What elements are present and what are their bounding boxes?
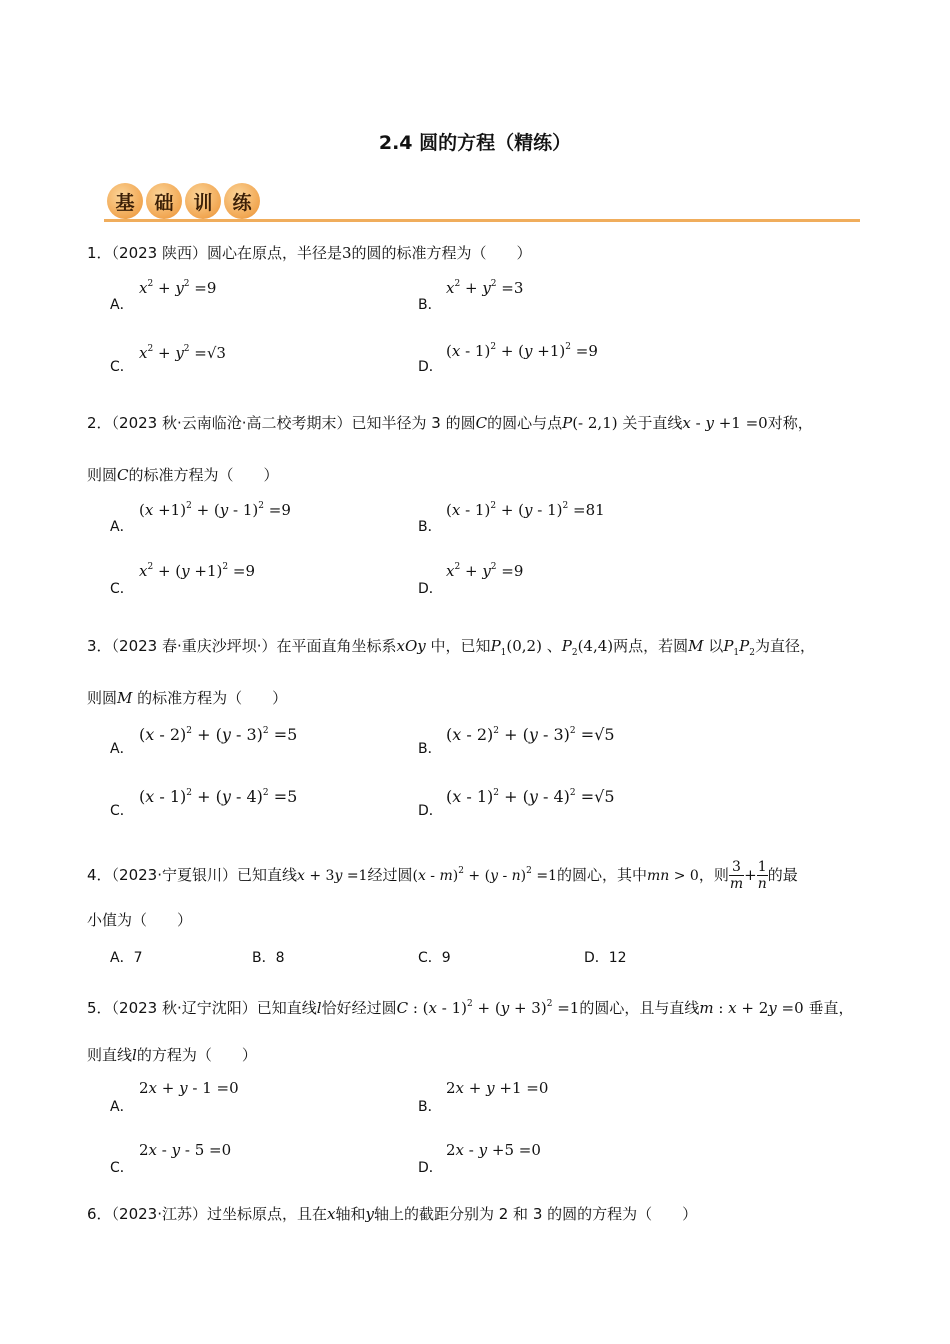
math-inline: C [117, 466, 129, 484]
option-d-label[interactable]: D． [418, 803, 443, 819]
question-text: 的圆的标准方程为（ ） [351, 244, 532, 262]
question-text: 垂直， [808, 999, 854, 1017]
question-text: 的标准方程为（ ） [128, 466, 279, 484]
math-inline: x [327, 1205, 336, 1223]
option-a-label[interactable]: A． [110, 519, 134, 535]
option-b-label[interactable]: B． [418, 519, 442, 535]
option-c[interactable]: C．9 [418, 950, 451, 966]
option-c-math: (x - 1)$^2$ + (y - 4)$^2$ =5 [139, 787, 298, 806]
question-2-stem: 2．（2023 秋·云南临沧·高二校考期末）已知半径为 3 的圆C的圆心与点P(- 2,1) 关于直线x - y +1 =0对称， [87, 414, 813, 432]
option-d-label[interactable]: D． [418, 1160, 443, 1176]
question-number: 4． [87, 866, 112, 884]
option-a-label[interactable]: A． [110, 741, 134, 757]
option-a-label[interactable]: A． [110, 297, 134, 313]
option-b-math: (x - 2)$^2$ + (y - 3)$^2$ =√5 [446, 725, 615, 744]
question-6-stem [87, 1204, 697, 1224]
option-a-math: $(x +1)^2 + (y - 1)^2 =9$ [139, 501, 291, 519]
question-number: 6． [87, 1205, 112, 1223]
question-4-stem-line2: 小值为（ ） [87, 911, 193, 929]
section-badge: 基 [107, 183, 143, 219]
option-b-math: 2x + y +1 =0 [446, 1079, 549, 1097]
option-d-label[interactable]: D． [418, 581, 443, 597]
question-text: 关于直线 [622, 414, 683, 432]
question-text: 的圆心与点 [487, 414, 563, 432]
option-c-label[interactable]: C． [110, 359, 134, 375]
page-title: 2.4 圆的方程（精练） [378, 132, 572, 154]
question-number: 2． [87, 414, 112, 432]
fraction-1-over-n: $\frac{1}{n}$ [757, 859, 767, 892]
option-b-math: $x^2 + y^2 =3$ [446, 279, 524, 297]
question-text: 则圆 [87, 466, 118, 484]
option-d-math: $x^2 + y^2 =9$ [446, 562, 524, 580]
question-4-stem: 4．（2023·宁夏银川）已知直线x + 3y =1经过圆(x - m)$^2$ + (y - n)$^2$ =1的圆心，其中mn > 0，则 $\frac{3}{m}$ + $\frac{1}{n}$ 的最 [87, 859, 798, 892]
question-text: （2023 陕西）圆心在原点，半径是 [111, 244, 342, 262]
option-c-label[interactable]: C． [110, 581, 134, 597]
math-inline: l [316, 999, 322, 1017]
question-text: （2023 春·重庆沙坪坝·）在平面直角坐标系 [111, 637, 397, 655]
section-badge: 础 [146, 183, 182, 219]
question-text: 两点，若圆 [613, 637, 689, 655]
option-a-label[interactable]: A． [110, 1099, 134, 1115]
section-divider [104, 219, 860, 222]
question-3-stem: 3．（2023 春·重庆沙坪坝·）在平面直角坐标系xOy 中，已知$P_1(0,2)$ 、$P_2(4,4)$两点，若圆M 以$P_1P_2$为直径， [87, 637, 815, 658]
question-text: 经过圆 [367, 866, 413, 884]
math-inline: l [132, 1046, 137, 1064]
option-b-label[interactable]: B． [418, 1099, 442, 1115]
option-a[interactable]: A．7 [110, 950, 143, 966]
question-text: 对称， [767, 414, 813, 432]
question-number: 3． [87, 637, 112, 655]
question-text: 轴上的截距分别为 2 和 3 的圆的方程为（ ） [373, 1205, 698, 1223]
option-b[interactable]: B．8 [252, 950, 285, 966]
question-text: 的标准方程为（ ） [137, 689, 288, 707]
section-badge: 训 [185, 183, 221, 219]
question-text: 则直线 [87, 1046, 133, 1064]
question-text: 恰好经过圆 [321, 999, 397, 1017]
option-d[interactable]: D．12 [584, 950, 627, 966]
option-d-math: 2x - y +5 =0 [446, 1141, 541, 1159]
question-5-stem-line2 [87, 1045, 257, 1065]
fraction-3-over-m: $\frac{3}{m}$ [729, 859, 744, 892]
option-a-math: 2x + y - 1 =0 [139, 1079, 239, 1097]
option-b-label[interactable]: B． [418, 741, 442, 757]
question-text: 则圆 [87, 689, 118, 707]
question-text: 的圆心，且与直线 [579, 999, 700, 1017]
question-text: 、 [546, 637, 562, 655]
question-text: 的方程为（ ） [136, 1046, 257, 1064]
question-text: （2023·江苏）过坐标原点，且在 [111, 1205, 327, 1223]
math-inline: y [365, 1205, 374, 1223]
option-d-math: $(x - 1)^2 + (y +1)^2 =9$ [446, 342, 598, 360]
option-b-label[interactable]: B． [418, 297, 442, 313]
math-inline: C [475, 414, 488, 432]
question-text: 的圆心，其中 [556, 866, 647, 884]
option-d-math: (x - 1)$^2$ + (y - 4)$^2$ =√5 [446, 787, 615, 806]
question-text: 的最 [767, 866, 798, 884]
option-a-math: (x - 2)$^2$ + (y - 3)$^2$ =5 [139, 725, 298, 744]
question-1-stem [87, 243, 532, 263]
math-inline: 3 [342, 244, 352, 262]
question-text: （2023·宁夏银川）已知直线 [111, 866, 297, 884]
question-5-stem: 5．（2023 秋·辽宁沈阳）已知直线l恰好经过圆C : $(x - 1)^2 + (y + 3)^2 =1$的圆心，且与直线m : x + 2y =0 垂直， [87, 999, 854, 1017]
question-3-stem-line2: 则圆M 的标准方程为（ ） [87, 689, 288, 707]
question-text: 轴和 [335, 1205, 366, 1223]
option-a-math: $x^2 + y^2 =9$ [139, 279, 217, 297]
section-badge: 练 [224, 183, 260, 219]
question-text: （2023 秋·云南临沧·高二校考期末）已知半径为 3 的圆 [111, 414, 476, 432]
question-text: ，则 [698, 866, 729, 884]
question-text: （2023 秋·辽宁沈阳）已知直线 [111, 999, 317, 1017]
question-number: 5． [87, 999, 112, 1017]
option-c-label[interactable]: C． [110, 1160, 134, 1176]
question-number: 1． [87, 244, 112, 262]
question-text: 中，已知 [430, 637, 491, 655]
option-c-label[interactable]: C． [110, 803, 134, 819]
option-c-math: 2x - y - 5 =0 [139, 1141, 232, 1159]
option-d-label[interactable]: D． [418, 359, 443, 375]
option-b-math: (x - 1)$^2$ + (y - 1)$^2$ =81 [446, 501, 605, 519]
question-text: 为直径， [754, 637, 815, 655]
option-c-math: $x^2 + (y +1)^2 =9$ [139, 562, 256, 580]
question-text: 以 [708, 637, 724, 655]
question-2-stem-line2 [87, 465, 279, 485]
option-c-math: $x^2 + y^2 =√3$ [139, 344, 226, 362]
